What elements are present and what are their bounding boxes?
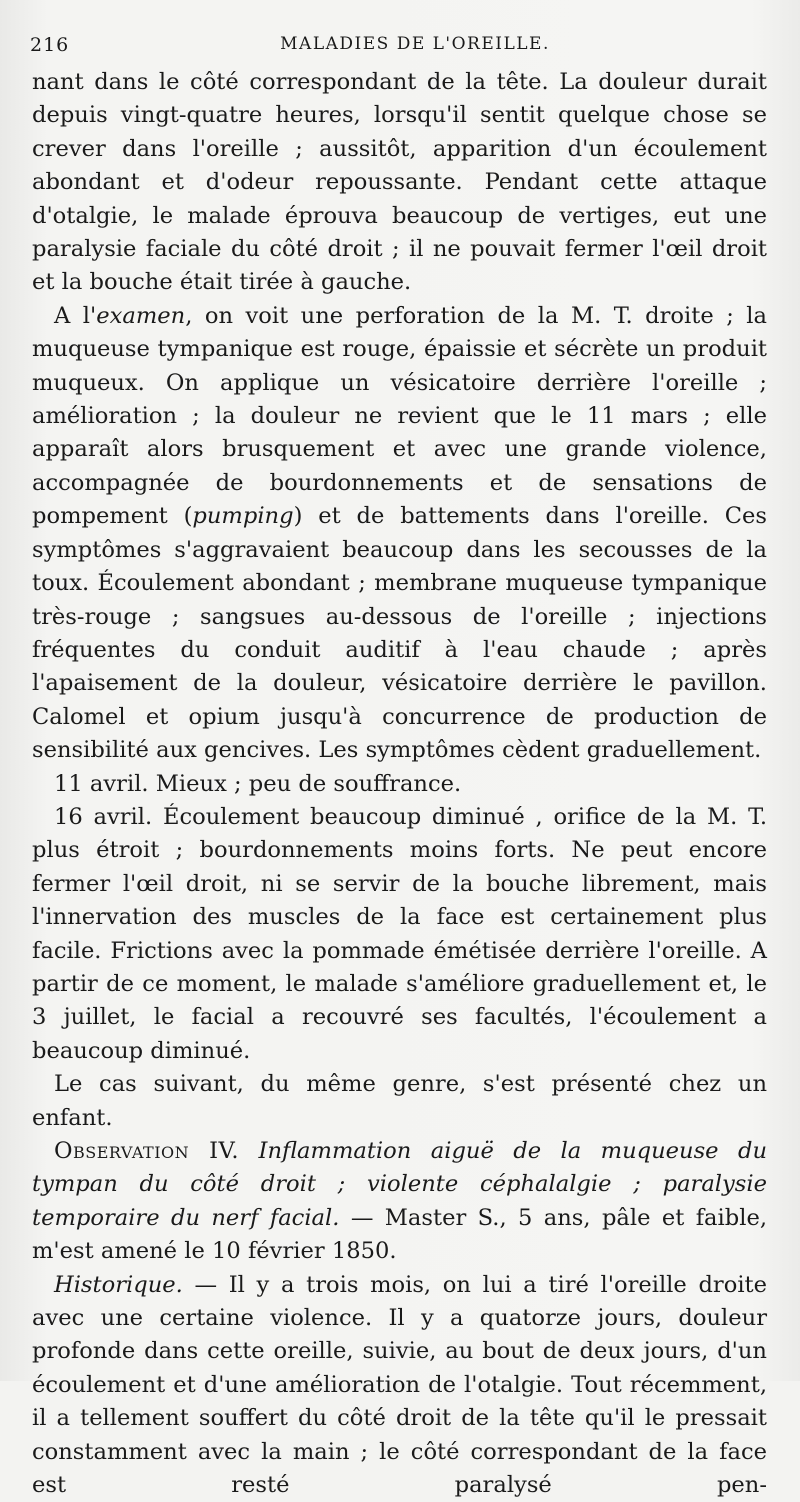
paragraph-continuation <box>32 66 767 300</box>
paragraph-text: — Il y a trois mois, on lui a tiré l'oreille droite avec une certaine violence. Il y a quatorze jours, douleur profonde dans cette oreille, suivie, au bout de deux jours, d'un écoulement et d'une amélioration de l'otalgie. Tout récemment, il a tellement souffert du côté droit de la tête qu'il le pressait constamment avec la main ; le côté correspondant de la face est resté paralysé pen- <box>32 1271 767 1499</box>
paragraph-text: Le cas suivant, du même genre, s'est présenté chez un enfant. <box>32 1071 767 1131</box>
paragraph-observation-iv <box>32 1135 767 1269</box>
italic-term: examen <box>96 302 186 329</box>
page-number: 216 <box>30 34 70 56</box>
paragraph-text: 16 avril. Écoulement beaucoup diminué , orifice de la M. T. plus étroit ; bourdonnements moins forts. Ne peut encore fermer l'œil droit, ni se servir de la bouche librement, mais l'innervation des muscles de la face est certainement plus facile. Frictions avec la pommade émétisée derrière l'oreille. A partir de ce moment, le malade s'améliore graduellement et, le 3 juillet, le facial a recouvré ses facultés, l'écoulement a beaucoup diminué. <box>32 803 767 1064</box>
running-head <box>30 34 760 60</box>
observation-title: Inflammation aiguë de la muqueuse du tympan du côté droit ; violente céphalalgie ; paralysie temporaire du nerf facial. <box>32 1138 767 1231</box>
paragraph-cas-suivant <box>32 1068 767 1135</box>
paragraph-text: nant dans le côté correspondant de la tête. La douleur durait depuis vingt-quatre heures, lorsqu'il sentit quelque chose se crever dans l'oreille ; aussitôt, apparition d'un écoulement abondant et d'odeur repoussante. Pendant cette attaque d'otalgie, le malade éprouva beaucoup de vertiges, eut une paralysie faciale du côté droit ; il ne pouvait fermer l'œil droit et la bouche était tirée à gauche. <box>32 69 767 296</box>
paragraph-16-avril <box>32 801 767 1068</box>
italic-term: pumping <box>192 503 294 530</box>
paragraph-historique <box>32 1269 767 1502</box>
paragraph-text: A l' <box>54 302 97 329</box>
paragraph-11-avril <box>32 768 767 801</box>
section-label: Historique. <box>54 1271 183 1298</box>
running-title: MALADIES DE L'OREILLE. <box>280 34 550 54</box>
paragraph-examen <box>32 300 767 768</box>
observation-heading: Observation IV. <box>54 1138 240 1164</box>
body-text <box>32 66 767 1502</box>
paragraph-text: ) et de battements dans l'oreille. Ces symptômes s'aggravaient beaucoup dans les secousses de la toux. Écoulement abondant ; membrane muqueuse tympanique très-rouge ; sangsues au-dessous de l'oreille ; injections fréquentes du conduit auditif à l'eau chaude ; après l'apaisement de la douleur, vésicatoire derrière le pavillon. Calomel et opium jusqu'à concurrence de production de sensibilité aux gencives. Les symptômes cèdent graduellement. <box>32 503 768 764</box>
paragraph-text: 11 avril. Mieux ; peu de souffrance. <box>54 770 462 797</box>
paragraph-text: — Master S., 5 ans, pâle et faible, m'est amené le 10 février 1850. <box>32 1204 767 1265</box>
paragraph-text: , on voit une perforation de la M. T. droite ; la muqueuse tympanique est rouge, épaissie et sécrète un produit muqueux. On applique un vésicatoire derrière l'oreille ; amélioration ; la douleur ne revient que le 11 mars ; elle apparaît alors brusquement et avec une grande violence, accompagnée de bourdonnements et de sensations de pompement ( <box>32 302 767 530</box>
